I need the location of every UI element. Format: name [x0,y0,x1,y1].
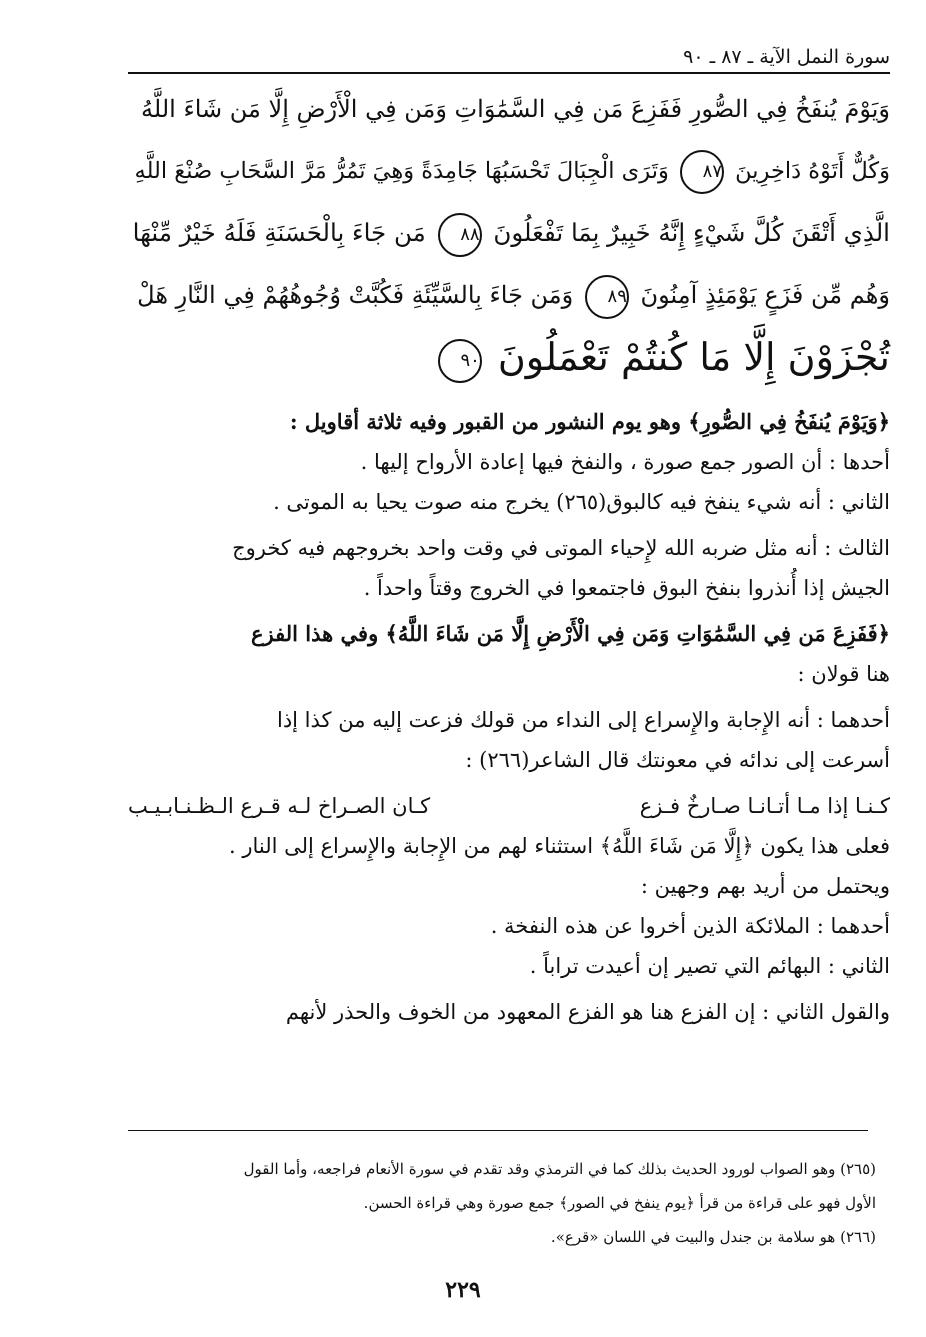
poem-verse [128,786,890,826]
commentary-line: الثالث : أنه مثل ضربه الله لإِحياء الموتى في وقت واحد بخروجهم فيه كخروج [232,536,890,560]
quran-verse-text: وَيَوْمَ يُنفَخُ فِي الصُّورِ فَفَزِعَ مَن فِي السَّمَٰوَاتِ وَمَن فِي الْأَرْضِ إِلَّا مَن شَاءَ اللَّهُ [141,95,890,123]
page-header [128,44,890,70]
quran-verse-text: مَن جَاءَ بِالْحَسَنَةِ فَلَهُ خَيْرٌ مِّنْهَا [132,218,426,247]
ayah-number-marker: ٩٠ [438,339,482,383]
footnotes-block [118,1152,876,1254]
page-number: ٢٢٩ [445,1277,481,1303]
quran-line [128,78,890,140]
quran-line [128,202,890,264]
quran-line [128,140,890,202]
quran-line [128,326,890,388]
quran-verse-text: الَّذِي أَتْقَنَ كُلَّ شَيْءٍ إِنَّهُ خَبِيرٌ بِمَا تَفْعَلُونَ [493,218,890,247]
commentary-line: الجيش إذا أُنذروا بنفخ البوق فاجتمعوا في الخروج وقتاً واحداً . [363,576,890,600]
surah-header-title: سورة النمل الآية ـ ٨٧ ـ ٩٠ [683,46,890,68]
poem-first-hemistich: كـنـا إذا مـا أتـانـا صـارخٌ فـزع [639,794,890,818]
commentary-line: أحدهما : الملائكة الذين أخروا عن هذه النفخة . [490,914,890,938]
quran-text-block [128,78,890,388]
quran-verse-text: وَمَن جَاءَ بِالسَّيِّئَةِ فَكُبَّتْ وُجُوهُهُمْ فِي النَّارِ هَلْ [137,281,574,309]
ayah-number-marker: ٨٩ [585,275,629,319]
commentary-line: ويحتمل من أريد بهم وجهين : [640,874,890,898]
commentary-line: والقول الثاني : إن الفزع هنا هو الفزع المعهود من الخوف والحذر لأنهم [285,1000,890,1024]
commentary-line: أحدهما : أنه الإِجابة والإِسراع إلى النداء من قولك فزعت إليه من كذا إذا [276,708,890,732]
commentary-line: هنا قولان : [797,662,890,686]
commentary-line: ﴿وَيَوْمَ يُنفَخُ فِي الصُّورِ﴾ وهو يوم النشور من القبور وفيه ثلاثة أقاويل : [289,409,890,434]
commentary-line: أسرعت إلى ندائه في معونتك قال الشاعر(٢٦٦) : [465,748,890,772]
quran-line [128,264,890,326]
quran-verse-text: وَتَرَى الْجِبَالَ تَحْسَبُهَا جَامِدَةً وَهِيَ تَمُرُّ مَرَّ السَّحَابِ صُنْعَ اللَّهِ [134,158,669,184]
ayah-number-marker: ٨٧ [680,150,724,194]
commentary-line: الثاني : أنه شيء ينفخ فيه كالبوق(٢٦٥) يخرج منه صوت يحيا به الموتى . [273,490,890,514]
footnote-line: (٢٦٥) وهو الصواب لورود الحديث بذلك كما في الترمذي وقد تقدم في سورة الأنعام فراجعه، وأما القول [243,1160,876,1178]
commentary-line: فعلى هذا يكون ﴿إِلَّا مَن شَاءَ اللَّهُ﴾ استثناء لهم من الإِجابة والإِسراع إلى النار . [228,834,890,858]
quran-verse-text: تُجْزَوْنَ إِلَّا مَا كُنتُمْ تَعْمَلُونَ [497,335,890,379]
commentary-line: أحدها : أن الصور جمع صورة ، والنفخ فيها إعادة الأرواح إليها . [360,450,890,474]
quran-verse-text: وَكُلٌّ أَتَوْهُ دَاخِرِينَ [735,158,890,184]
footnote-divider [128,1130,868,1131]
commentary-line: الثاني : البهائم التي تصير إن أعيدت تراباً . [529,954,890,978]
quran-verse-text: وَهُم مِّن فَزَعٍ يَوْمَئِذٍ آمِنُونَ [640,281,890,309]
header-divider [128,72,890,74]
commentary-line: ﴿فَفَزِعَ مَن فِي السَّمَٰوَاتِ وَمَن فِي الْأَرْضِ إِلَّا مَن شَاءَ اللَّهُ﴾ وفي هذا الفزع [251,621,890,646]
footnote-line: (٢٦٦) هو سلامة بن جندل والبيت في اللسان «قرع». [550,1228,876,1246]
ayah-number-marker: ٨٨ [438,213,482,257]
poem-second-hemistich: كـان الصـراخ لـه قـرع الـظـنـابـيـب [128,794,431,818]
commentary-block [128,402,890,1032]
footnote-line: الأول فهو على قراءة من قرأ ﴿يوم ينفخ في الصور﴾ جمع صورة وهي قراءة الحسن. [363,1194,876,1212]
